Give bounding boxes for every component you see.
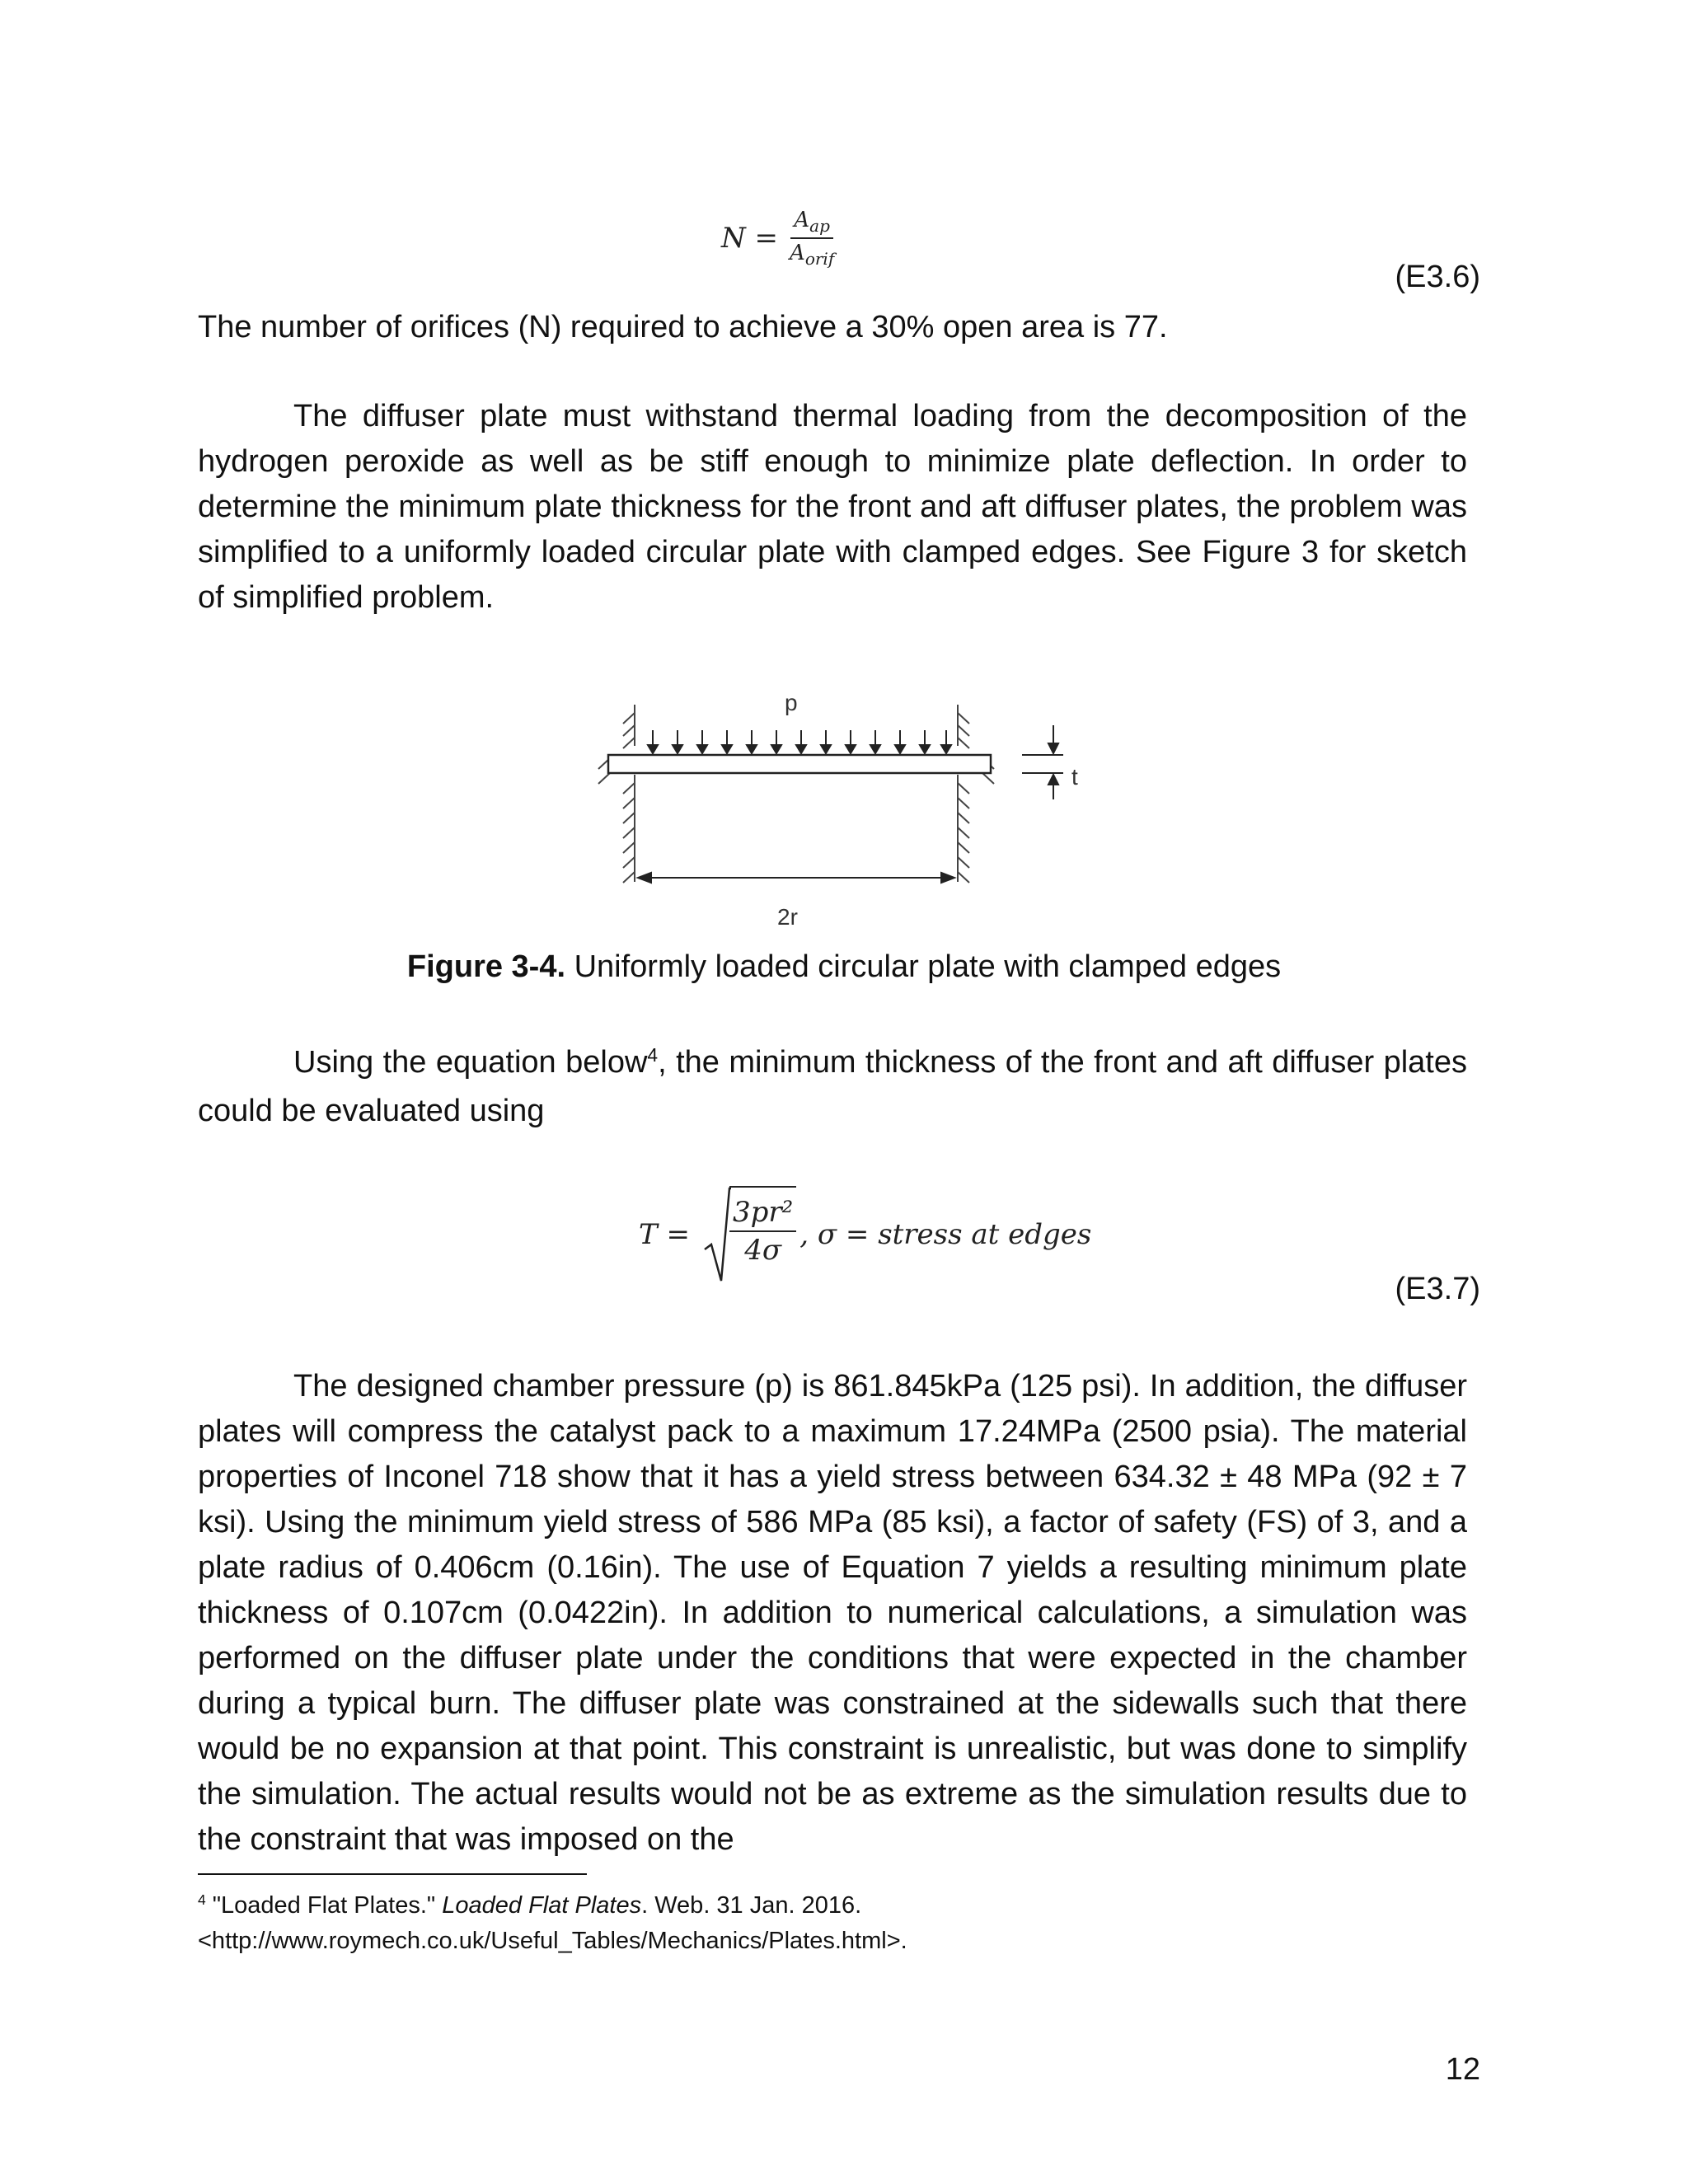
- equation-e37-label: (E3.7): [1395, 1272, 1480, 1306]
- paragraph-equation-intro-after: , the minimum thickness of the front and aft diffuser plates could be evaluated using: [198, 1045, 1467, 1128]
- plate: [608, 755, 991, 773]
- page-number: 12: [1445, 2052, 1480, 2087]
- footnote-number: 4: [198, 1891, 206, 1909]
- footnote-text-after: . Web. 31 Jan. 2016.: [641, 1892, 862, 1919]
- footnote: [198, 1889, 907, 1957]
- equation-e37-denominator: 4σ: [744, 1234, 782, 1267]
- equation-e36-numerator: A: [794, 208, 810, 232]
- footnote-text-before: "Loaded Flat Plates.": [205, 1892, 443, 1919]
- figure-caption: [0, 949, 1688, 985]
- footnote-separator: [198, 1873, 587, 1875]
- equation-e37-fraction: [729, 1186, 796, 1267]
- equation-e37-numerator: 3pr²: [729, 1196, 796, 1232]
- paragraph-diffuser-plate-text: The diffuser plate must withstand thermal loading from the decomposition of the hydrogen peroxide as well as be stiff enough to minimize plate deflection. In order to determine the minimum plate thickness for the front and aft diffuser plates, the problem was simplified to a uniformly loaded circular plate with clamped edges. See Figure 3 for sketch of simplified problem.: [198, 399, 1467, 615]
- equation-e37-lhs: T =: [639, 1218, 690, 1251]
- paragraph-open-area: The number of orifices (N) required to achieve a 30% open area is 77.: [198, 310, 1168, 344]
- figure-caption-text: Uniformly loaded circular plate with clamped edges: [565, 949, 1282, 984]
- left-wall: [598, 705, 635, 883]
- footnote-ref: 4: [647, 1044, 659, 1066]
- sqrt-sign: [703, 1185, 731, 1284]
- paragraph-diffuser-plate: [198, 394, 1467, 621]
- equation-e36: [721, 208, 837, 269]
- footnote-title: Loaded Flat Plates: [442, 1892, 642, 1919]
- thickness-dimension: [1022, 725, 1063, 799]
- span-dimension: [638, 873, 954, 883]
- footnote-url[interactable]: <http://www.roymech.co.uk/Useful_Tables/Mechanics/Plates.html>.: [198, 1928, 907, 1954]
- equation-e37-rhs: , σ = stress at edges: [799, 1218, 1092, 1251]
- paragraph-equation-intro: [198, 1040, 1467, 1134]
- paragraph-chamber-pressure: [198, 1364, 1467, 1863]
- equation-e36-lhs: N =: [721, 222, 779, 255]
- equation-e37: [639, 1185, 1091, 1284]
- clamped-plate-figure: [577, 676, 1104, 948]
- paragraph-equation-intro-before: Using the equation below: [293, 1045, 648, 1080]
- paragraph-chamber-pressure-text: The designed chamber pressure (p) is 861.845kPa (125 psi). In addition, the diffuser plates will compress the catalyst pack to a maximum 17.24MPa (2500 psia). The material properties of Inconel 718 show that it has a yield stress between 634.32 ± 48 MPa (92 ± 7 ksi). Using the minimum yield stress of 586 MPa (85 ksi), a factor of safety (FS) of 3, and a plate radius of 0.406cm (0.16in). The use of Equation 7 yields a resulting minimum plate thickness of 0.107cm (0.0422in). In addition to numerical calculations, a simulation was performed on the diffuser plate under the conditions that were expected in the chamber during a typical burn. The diffuser plate was constrained at the sidewalls such that there would be no expansion at that point. This constraint is unrealistic, but was done to simplify the simulation. The actual results would not be as extreme as the simulation results due to the constraint that was imposed on the: [198, 1369, 1467, 1857]
- right-wall: [958, 705, 994, 883]
- equation-e36-denominator: A: [790, 241, 805, 266]
- equation-e36-denominator-sub: orif: [804, 249, 835, 269]
- label-2r: 2r: [777, 904, 798, 930]
- equation-e36-label: (E3.6): [1395, 260, 1480, 294]
- equation-e36-fraction: [786, 208, 837, 269]
- load-arrows: [648, 730, 951, 753]
- equation-e36-numerator-sub: ap: [809, 216, 830, 237]
- label-t: t: [1071, 764, 1078, 790]
- figure-caption-label: Figure 3-4.: [406, 949, 566, 984]
- label-p: p: [785, 690, 798, 715]
